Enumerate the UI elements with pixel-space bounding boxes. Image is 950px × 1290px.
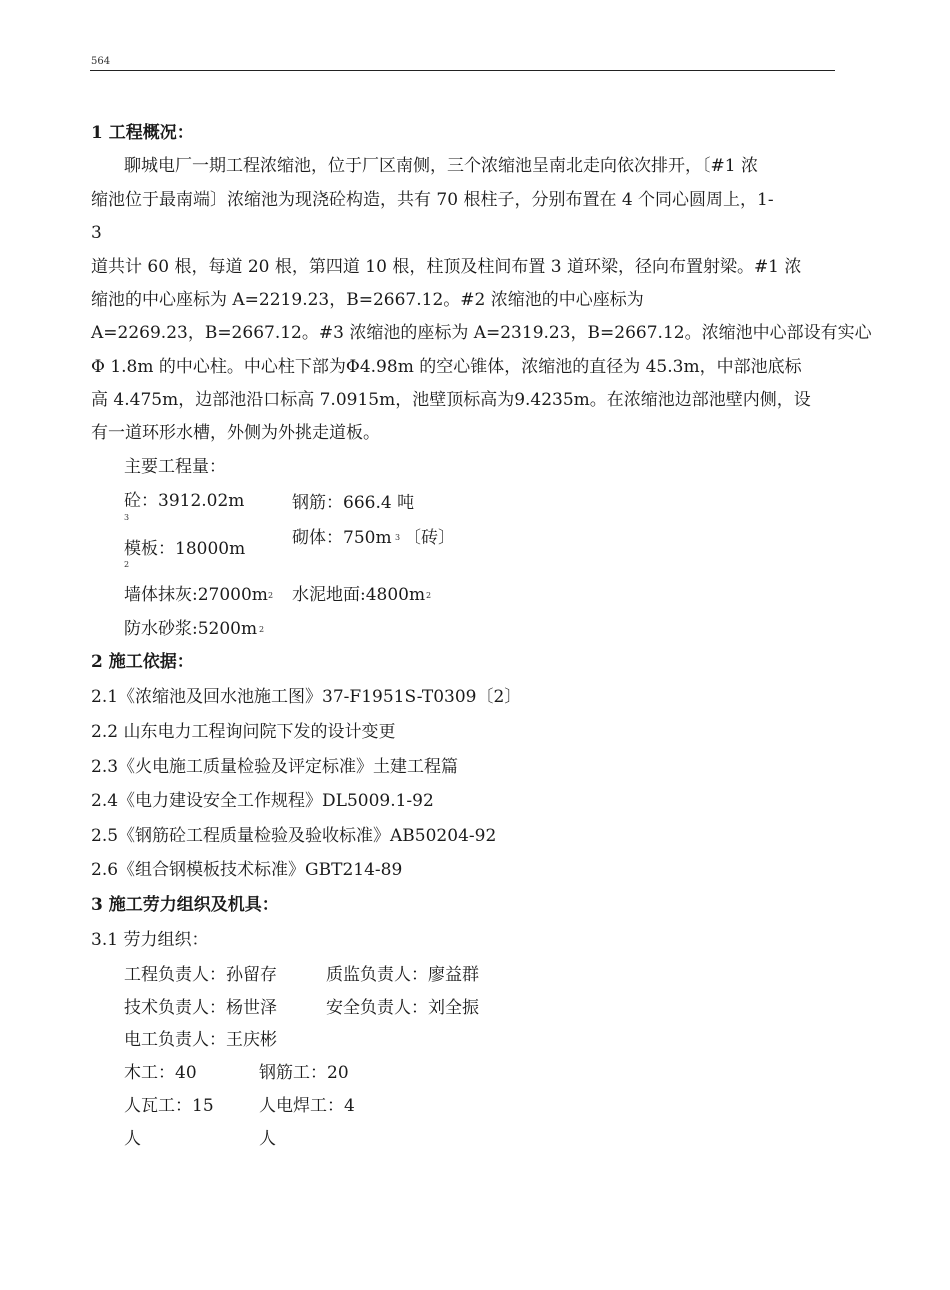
quantity-concrete-unit-sup: 3 (124, 513, 130, 522)
reference-item: 2.3《火电施工质量检验及评定标准》土建工程篇 (91, 757, 459, 777)
paragraph-line: Φ 1.8m 的中心柱。中心柱下部为Φ4.98m 的空心锥体，浓缩池的直径为 45.3m，中部池底标 (91, 357, 802, 377)
safety-lead: 安全负责人：刘全振 (326, 998, 479, 1018)
reference-item: 2.6《组合钢模板技术标准》GBT214-89 (91, 860, 403, 880)
paragraph-line: 3 (91, 223, 102, 243)
paragraph-line: A=2269.23，B=2667.12。#3 浓缩池的座标为 A=2319.23，B=2667.12。浓缩池中心部设有实心 (91, 323, 872, 343)
section-1-heading: 1 工程概况： (91, 123, 194, 143)
engineering-lead: 工程负责人：孙留存 (124, 965, 277, 985)
quantity-waterproof: 防水砂浆:5200m (124, 619, 258, 639)
paragraph-line: 缩池的中心座标为 A=2219.23，B=2667.12。#2 浓缩池的中心座标为 (91, 290, 644, 310)
quantities-label: 主要工程量： (124, 457, 226, 477)
quantity-waterproof-unit-sup: 2 (259, 625, 265, 634)
carpenter-count: 木工：40 (124, 1063, 197, 1083)
paragraph-line: 有一道环形水槽，外侧为外挑走道板。 (91, 423, 380, 443)
paragraph-line: 高 4.475m，边部池沿口标高 7.0915m，池壁顶标高为9.4235m。在浓缩池边部池壁内侧，设 (91, 390, 811, 410)
quantity-formwork-unit-sup: 2 (124, 560, 130, 569)
quantity-formwork: 模板：18000m (124, 539, 246, 559)
reference-item: 2.2 山东电力工程询问院下发的设计变更 (91, 722, 396, 742)
reference-item: 2.4《电力建设安全工作规程》DL5009.1-92 (91, 791, 434, 811)
paragraph-line: 聊城电厂一期工程浓缩池，位于厂区南侧，三个浓缩池呈南北走向依次排开，〔#1 浓 (124, 156, 758, 176)
reference-item: 2.1《浓缩池及回水池施工图》37-F1951S-T0309〔2〕 (91, 687, 522, 707)
rebar-worker-count: 钢筋工：20 (259, 1063, 349, 1083)
paragraph-line: 道共计 60 根，每道 20 根，第四道 10 根，柱顶及柱间布置 3 道环梁，径向布置射梁。#1 浓 (91, 257, 802, 277)
quality-lead: 质监负责人：廖益群 (326, 965, 479, 985)
quantity-masonry: 砌体：750m (292, 528, 392, 548)
quantity-floor-unit-sup: 2 (426, 591, 432, 600)
electrical-lead: 电工负责人：王庆彬 (124, 1030, 277, 1050)
quantity-concrete: 砼：3912.02m (124, 491, 245, 511)
section-3-1-heading: 3.1 劳力组织： (91, 930, 209, 950)
unit-ren: 人 (124, 1129, 141, 1149)
reference-item: 2.5《钢筋砼工程质量检验及验收标准》AB50204-92 (91, 826, 497, 846)
unit-ren: 人 (259, 1129, 276, 1149)
section-3-heading: 3 施工劳力组织及机具： (91, 895, 279, 915)
technical-lead: 技术负责人：杨世泽 (124, 998, 277, 1018)
quantity-rebar: 钢筋：666.4 吨 (292, 493, 415, 513)
section-2-heading: 2 施工依据： (91, 652, 194, 672)
mason-count: 人瓦工：15 (124, 1096, 214, 1116)
paragraph-line: 缩池位于最南端〕浓缩池为现浇砼构造，共有 70 根柱子，分别布置在 4 个同心圆周上，1- (91, 190, 774, 210)
header-rule (90, 70, 835, 71)
welder-count: 人电焊工：4 (259, 1096, 355, 1116)
page-number: 564 (91, 56, 111, 67)
quantity-floor: 水泥地面:4800m (292, 585, 426, 605)
quantity-masonry-unit-sup: 3 (395, 533, 401, 542)
quantity-masonry-material: 〔砖〕 (404, 528, 455, 548)
quantity-plaster-unit-sup: 2 (268, 591, 274, 600)
quantity-plaster: 墙体抹灰:27000m (124, 585, 268, 605)
